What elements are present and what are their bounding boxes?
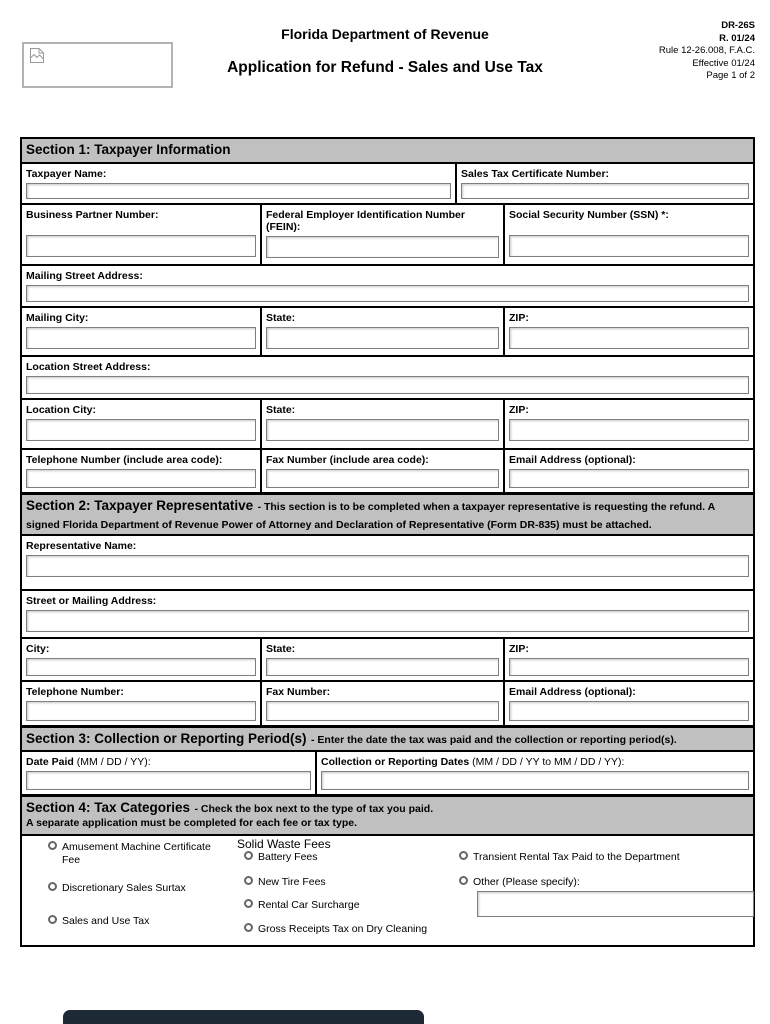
representative-city-label: City: [26,643,50,655]
row-representative-contact [22,680,753,725]
fax-input[interactable] [266,469,499,488]
taxpayer-name-input[interactable] [26,183,451,199]
row-periods [22,750,753,794]
representative-city-input[interactable] [26,658,256,676]
email-label: Email Address (optional): [509,454,636,466]
mailing-city-label: Mailing City: [26,312,89,324]
row-identification-numbers [22,203,753,264]
other-specify-input[interactable] [477,891,754,917]
sales-tax-certificate-input[interactable] [461,183,749,199]
fein-input[interactable] [266,236,499,258]
option-label: Other (Please specify): [473,876,580,888]
mailing-street-label: Mailing Street Address: [26,270,143,282]
row-representative-city-state-zip [22,637,753,680]
option-discretionary-surtax[interactable] [48,882,186,895]
row-representative-street [22,589,753,637]
location-state-input[interactable] [266,419,499,441]
representative-email-label: Email Address (optional): [509,686,636,698]
date-paid-label: Date Paid (MM / DD / YY): [26,756,151,768]
representative-name-label: Representative Name: [26,540,137,552]
location-zip-input[interactable] [509,419,749,441]
row-location-city-state-zip [22,398,753,448]
section3-title: Section 3: Collection or Reporting Period(s) [26,731,307,746]
option-battery-fees[interactable] [244,851,318,864]
row-contact [22,448,753,492]
option-label: Transient Rental Tax Paid to the Department [473,851,680,863]
date-paid-input[interactable] [26,771,311,790]
fein-label: Federal Employer Identification Number (FEIN): [266,209,465,233]
form-number: DR-26S [721,20,755,31]
option-gross-receipts-dry-cleaning[interactable] [244,923,427,936]
ssn-label: Social Security Number (SSN) *: [509,209,669,221]
location-street-input[interactable] [26,376,749,394]
section2-header [22,492,753,534]
option-transient-rental[interactable] [459,851,680,864]
radio-icon[interactable] [244,851,253,860]
form-effective: Effective 01/24 [692,57,755,69]
ssn-input[interactable] [509,235,749,257]
representative-fax-input[interactable] [266,701,499,721]
radio-icon[interactable] [244,923,253,932]
footer-toolbar-fragment[interactable] [63,1010,424,1024]
form-meta [659,20,755,83]
representative-telephone-label: Telephone Number: [26,686,124,698]
refund-application-form [20,137,755,947]
form-title: Application for Refund - Sales and Use Tax [227,59,543,76]
section1-title: Section 1: Taxpayer Information [26,142,231,157]
taxpayer-name-label: Taxpayer Name: [26,168,107,180]
sales-tax-certificate-label: Sales Tax Certificate Number: [461,168,610,180]
radio-icon[interactable] [48,841,57,850]
section4-title: Section 4: Tax Categories [26,800,191,815]
mailing-state-input[interactable] [266,327,499,349]
section2-description: - This section is to be completed when a taxpayer representative is requesting the refund. A signed Florida Department of Revenue Power of Attorney and Declaration of Representative (Form DR-835) must be attached. [26,501,715,531]
representative-name-input[interactable] [26,555,749,577]
mailing-street-input[interactable] [26,285,749,302]
mailing-zip-label: ZIP: [509,312,529,324]
form-rule: Rule 12-26.008, F.A.C. [658,45,755,56]
representative-zip-label: ZIP: [509,643,529,655]
row-taxpayer-name [22,162,753,203]
reporting-dates-label: Collection or Reporting Dates (MM / DD / YY to MM / DD / YY): [321,756,625,768]
reporting-dates-input[interactable] [321,771,749,790]
option-label: Amusement Machine Certificate Fee [62,841,211,866]
option-other[interactable] [459,876,580,889]
location-state-label: State: [266,404,296,416]
location-zip-label: ZIP: [509,404,529,416]
representative-telephone-input[interactable] [26,701,256,721]
row-mailing-street [22,264,753,306]
mailing-city-input[interactable] [26,327,256,349]
representative-zip-input[interactable] [509,658,749,676]
business-partner-label: Business Partner Number: [26,209,159,221]
section4-description2: A separate application must be completed for each fee or tax type. [26,817,358,829]
radio-icon[interactable] [48,915,57,924]
option-label: Gross Receipts Tax on Dry Cleaning [258,923,428,935]
business-partner-input[interactable] [26,235,256,257]
representative-street-label: Street or Mailing Address: [26,595,157,607]
section4-header [22,794,753,834]
representative-email-input[interactable] [509,701,749,721]
form-revision: R. 01/24 [719,32,755,44]
section4-description: - Check the box next to the type of tax you paid. [194,803,434,815]
option-new-tire-fees[interactable] [244,876,326,889]
fax-label: Fax Number (include area code): [266,454,429,466]
solid-waste-fees-group-label: Solid Waste Fees [237,837,331,851]
telephone-label: Telephone Number (include area code): [26,454,223,466]
section3-header [22,725,753,750]
option-rental-car-surcharge[interactable] [244,899,360,912]
radio-icon[interactable] [459,851,468,860]
option-sales-use-tax[interactable] [48,915,149,928]
radio-icon[interactable] [459,876,468,885]
option-label: Battery Fees [258,851,318,863]
mailing-zip-input[interactable] [509,327,749,349]
representative-state-input[interactable] [266,658,499,676]
option-label: Rental Car Surcharge [258,899,360,911]
row-mailing-city-state-zip [22,306,753,355]
location-city-label: Location City: [26,404,96,416]
tax-categories-body [22,834,753,945]
option-amusement-machine[interactable] [48,841,213,866]
email-input[interactable] [509,469,749,488]
agency-title: Florida Department of Revenue [281,26,489,42]
representative-fax-label: Fax Number: [266,686,331,698]
radio-icon[interactable] [244,876,253,885]
section1-header [22,139,753,162]
location-street-label: Location Street Address: [26,361,151,373]
mailing-state-label: State: [266,312,296,324]
row-location-street [22,355,753,398]
page-indicator: Page 1 of 2 [706,70,755,81]
option-label: Sales and Use Tax [62,915,150,927]
telephone-input[interactable] [26,469,256,488]
representative-state-label: State: [266,643,296,655]
location-city-input[interactable] [26,419,256,441]
radio-icon[interactable] [48,882,57,891]
section3-description: - Enter the date the tax was paid and the collection or reporting period(s). [310,734,677,746]
radio-icon[interactable] [244,899,253,908]
option-label: Discretionary Sales Surtax [62,882,186,894]
section2-title: Section 2: Taxpayer Representative [26,498,254,513]
representative-street-input[interactable] [26,610,749,632]
row-representative-name [22,534,753,589]
option-label: New Tire Fees [258,876,326,888]
